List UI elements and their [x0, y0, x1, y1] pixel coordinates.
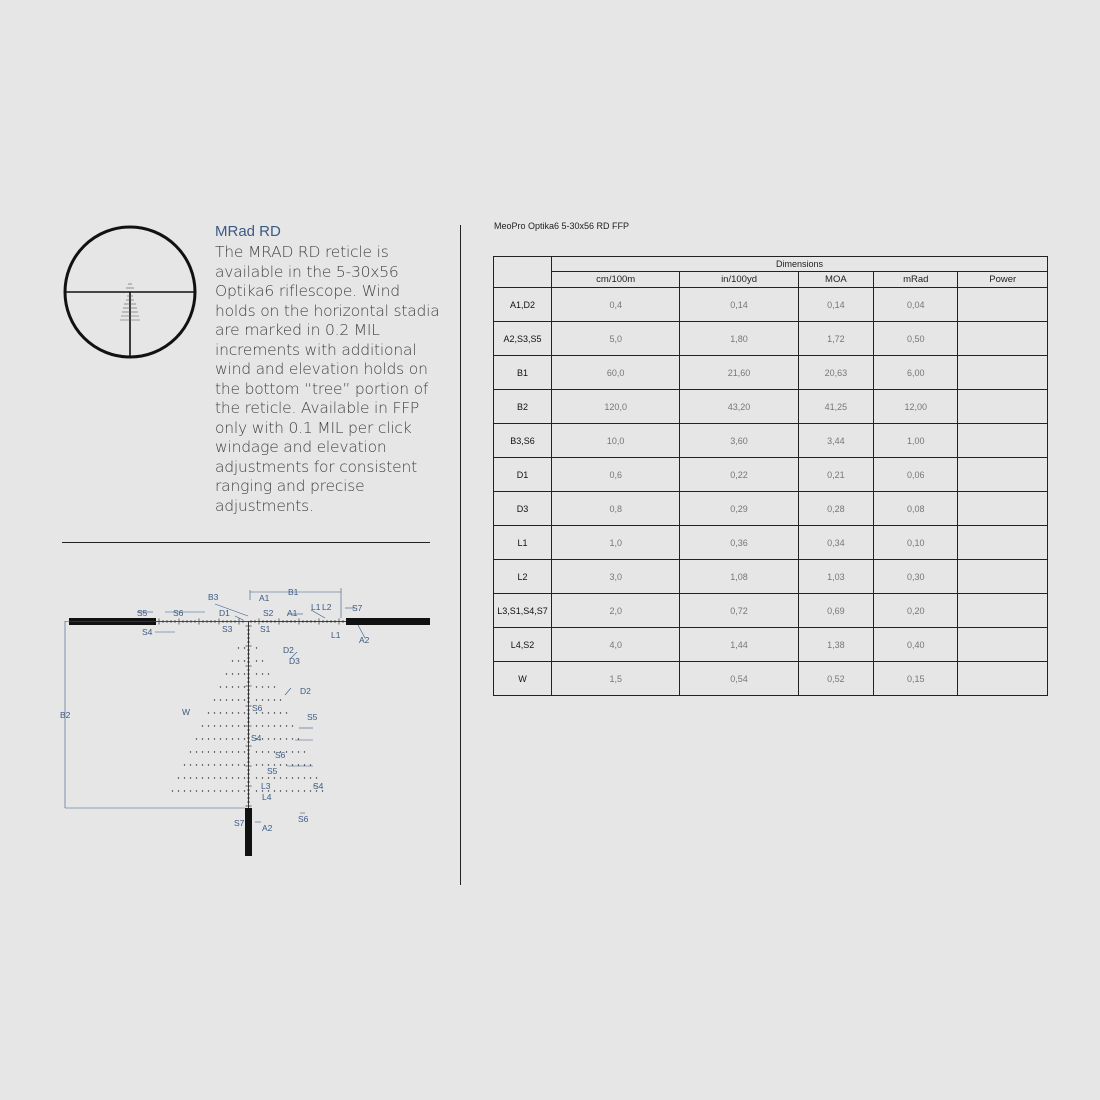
tree-dot — [280, 725, 281, 726]
tree-dot — [256, 647, 257, 648]
label-s4b: S4 — [251, 733, 262, 743]
table-cell — [958, 662, 1048, 696]
label-l2: L2 — [322, 602, 332, 612]
row-label: B1 — [494, 356, 552, 390]
tree-dot — [208, 751, 209, 752]
label-s6d: S6 — [298, 814, 309, 824]
tree-dot — [184, 790, 185, 791]
tree-dot — [280, 790, 281, 791]
label-a1b: A1 — [287, 608, 298, 618]
tree-dot — [232, 790, 233, 791]
tree-dot — [220, 686, 221, 687]
label-l3: L3 — [261, 781, 271, 791]
tree-dot — [274, 686, 275, 687]
tree-dot — [262, 764, 263, 765]
tree-dot — [226, 699, 227, 700]
tree-dot — [280, 712, 281, 713]
tree-dot — [226, 673, 227, 674]
tree-dot — [202, 738, 203, 739]
tree-dot — [274, 790, 275, 791]
tree-dot — [232, 660, 233, 661]
table-cell: 0,20 — [874, 594, 958, 628]
tree-dot — [304, 751, 305, 752]
tree-dot — [298, 790, 299, 791]
tree-dot — [244, 790, 245, 791]
row-label: L1 — [494, 526, 552, 560]
tree-dot — [262, 673, 263, 674]
column-header: mRad — [874, 272, 958, 288]
tree-dot — [280, 777, 281, 778]
tree-dot — [214, 725, 215, 726]
table-row — [494, 458, 1048, 492]
label-d3: D3 — [289, 656, 300, 666]
table-cell: 1,03 — [798, 560, 873, 594]
row-label: B2 — [494, 390, 552, 424]
table-cell: 12,00 — [874, 390, 958, 424]
table-cell: 0,6 — [552, 458, 680, 492]
divider-vertical — [460, 225, 461, 885]
tree-dot — [226, 725, 227, 726]
table-cell: 0,4 — [552, 288, 680, 322]
table-cell: 1,44 — [680, 628, 798, 662]
tree-dot — [196, 790, 197, 791]
tree-dot — [184, 764, 185, 765]
column-header: in/100yd — [680, 272, 798, 288]
table-cell — [958, 424, 1048, 458]
table-cell: 1,38 — [798, 628, 873, 662]
tree-dot — [238, 673, 239, 674]
table-cell: 41,25 — [798, 390, 873, 424]
row-label: B3,S6 — [494, 424, 552, 458]
table-cell: 0,22 — [680, 458, 798, 492]
tree-dot — [298, 764, 299, 765]
tree-dot — [256, 751, 257, 752]
label-s5c: S5 — [267, 766, 278, 776]
label-s3: S3 — [222, 624, 233, 634]
tree-dot — [274, 699, 275, 700]
table-cell: 0,10 — [874, 526, 958, 560]
tree-dot — [214, 777, 215, 778]
table-cell: 43,20 — [680, 390, 798, 424]
tree-dot — [202, 764, 203, 765]
label-s6: S6 — [173, 608, 184, 618]
tree-dot — [238, 738, 239, 739]
tree-dot — [196, 764, 197, 765]
tree-dot — [268, 699, 269, 700]
tree-dot — [256, 686, 257, 687]
row-label: L4,S2 — [494, 628, 552, 662]
tree-dot — [310, 790, 311, 791]
tree-dot — [244, 764, 245, 765]
table-row — [494, 662, 1048, 696]
table-cell: 1,80 — [680, 322, 798, 356]
label-l1b: L1 — [331, 630, 341, 640]
table-cell: 20,63 — [798, 356, 873, 390]
table-row — [494, 424, 1048, 458]
table-title: MeoPro Optika6 5-30x56 RD FFP — [494, 221, 630, 231]
tree-dot — [280, 699, 281, 700]
tree-dot — [184, 777, 185, 778]
label-s7b: S7 — [234, 818, 245, 828]
tree-dot — [196, 738, 197, 739]
tree-dot — [190, 751, 191, 752]
tree-dot — [268, 738, 269, 739]
tree-dot — [262, 738, 263, 739]
tree-dot — [244, 725, 245, 726]
tree-dot — [268, 725, 269, 726]
tree-dot — [268, 673, 269, 674]
tree-dot — [256, 699, 257, 700]
table-cell — [958, 356, 1048, 390]
label-s2: S2 — [263, 608, 274, 618]
row-label: W — [494, 662, 552, 696]
label-b3: B3 — [208, 592, 219, 602]
tree-dot — [226, 686, 227, 687]
tree-dot — [226, 751, 227, 752]
tree-dot — [310, 764, 311, 765]
tree-dot — [226, 790, 227, 791]
tree-dot — [268, 777, 269, 778]
tree-dot — [238, 777, 239, 778]
tree-dot — [202, 790, 203, 791]
row-label: A2,S3,S5 — [494, 322, 552, 356]
tree-dot — [262, 777, 263, 778]
table-cell: 3,0 — [552, 560, 680, 594]
tree-dot — [208, 777, 209, 778]
table-cell: 1,08 — [680, 560, 798, 594]
row-label: L3,S1,S4,S7 — [494, 594, 552, 628]
tree-dot — [238, 686, 239, 687]
tree-dot — [286, 712, 287, 713]
tree-dot — [220, 738, 221, 739]
label-s5: S5 — [137, 608, 148, 618]
tree-dot — [226, 712, 227, 713]
tree-dot — [232, 738, 233, 739]
tree-dot — [304, 777, 305, 778]
tree-dot — [292, 751, 293, 752]
tree-dot — [238, 647, 239, 648]
label-s6b: S6 — [252, 703, 263, 713]
label-w: W — [182, 707, 191, 717]
tree-dot — [244, 712, 245, 713]
tree-dot — [256, 777, 257, 778]
tree-dot — [232, 764, 233, 765]
tree-dot — [244, 751, 245, 752]
group-header: Dimensions — [552, 257, 1048, 272]
table-cell: 21,60 — [680, 356, 798, 390]
table-cell: 120,0 — [552, 390, 680, 424]
tree-dot — [238, 725, 239, 726]
tree-dot — [304, 790, 305, 791]
table-cell — [958, 390, 1048, 424]
tree-dot — [232, 712, 233, 713]
tree-dot — [208, 764, 209, 765]
tree-dot — [238, 712, 239, 713]
table-row — [494, 322, 1048, 356]
tree-dot — [244, 699, 245, 700]
table-cell — [958, 594, 1048, 628]
column-header: cm/100m — [552, 272, 680, 288]
tree-dot — [268, 686, 269, 687]
tree-dot — [268, 712, 269, 713]
label-s5b: S5 — [307, 712, 318, 722]
column-header: Power — [958, 272, 1048, 288]
row-label: D1 — [494, 458, 552, 492]
tree-dot — [286, 738, 287, 739]
label-s4: S4 — [142, 627, 153, 637]
tree-dot — [190, 790, 191, 791]
table-row — [494, 288, 1048, 322]
tree-dot — [274, 738, 275, 739]
table-cell: 0,14 — [680, 288, 798, 322]
tree-dot — [214, 738, 215, 739]
table-cell: 0,29 — [680, 492, 798, 526]
table-row — [494, 526, 1048, 560]
tree-dot — [214, 751, 215, 752]
tree-dot — [292, 790, 293, 791]
table-cell: 0,28 — [798, 492, 873, 526]
tree-dot — [280, 738, 281, 739]
table-row — [494, 390, 1048, 424]
table-cell: 0,15 — [874, 662, 958, 696]
tree-dot — [304, 764, 305, 765]
tree-dot — [238, 751, 239, 752]
tree-dot — [262, 751, 263, 752]
tree-dot — [316, 777, 317, 778]
row-label: L2 — [494, 560, 552, 594]
tree-dot — [244, 647, 245, 648]
tree-dot — [292, 764, 293, 765]
tree-dot — [220, 712, 221, 713]
tree-dot — [190, 764, 191, 765]
label-s1: S1 — [260, 624, 271, 634]
tree-dot — [298, 777, 299, 778]
table-cell: 0,69 — [798, 594, 873, 628]
tree-dot — [292, 777, 293, 778]
label-d1: D1 — [219, 608, 230, 618]
table-cell: 10,0 — [552, 424, 680, 458]
tree-dot — [262, 699, 263, 700]
tree-dot — [286, 751, 287, 752]
table-cell — [958, 492, 1048, 526]
table-row — [494, 594, 1048, 628]
tree-dot — [238, 764, 239, 765]
table-cell: 1,0 — [552, 526, 680, 560]
row-label: A1,D2 — [494, 288, 552, 322]
label-d2b: D2 — [300, 686, 311, 696]
tree-dot — [220, 725, 221, 726]
table-cell: 0,50 — [874, 322, 958, 356]
tree-dot — [178, 777, 179, 778]
label-s7: S7 — [352, 603, 363, 613]
tree-dot — [292, 738, 293, 739]
tree-dot — [232, 699, 233, 700]
table-row — [494, 492, 1048, 526]
tree-dot — [196, 777, 197, 778]
tree-dot — [214, 790, 215, 791]
table-cell: 1,5 — [552, 662, 680, 696]
tree-dot — [208, 725, 209, 726]
table-row — [494, 560, 1048, 594]
divider-horizontal — [62, 542, 430, 543]
table-cell: 6,00 — [874, 356, 958, 390]
table-cell — [958, 628, 1048, 662]
tree-dot — [286, 764, 287, 765]
tree-dot — [280, 764, 281, 765]
table-cell: 0,06 — [874, 458, 958, 492]
tree-dot — [232, 725, 233, 726]
table-cell: 3,60 — [680, 424, 798, 458]
table-cell: 5,0 — [552, 322, 680, 356]
table-cell: 0,14 — [798, 288, 873, 322]
label-l1: L1 — [311, 602, 321, 612]
table-cell: 0,40 — [874, 628, 958, 662]
tree-dot — [256, 790, 257, 791]
tree-dot — [244, 660, 245, 661]
tree-dot — [310, 777, 311, 778]
table-cell: 0,52 — [798, 662, 873, 696]
tree-dot — [220, 790, 221, 791]
table-row — [494, 356, 1048, 390]
tree-dot — [256, 673, 257, 674]
table-cell — [958, 458, 1048, 492]
tree-dot — [214, 699, 215, 700]
tree-dot — [244, 686, 245, 687]
tree-dot — [274, 725, 275, 726]
tree-dot — [286, 790, 287, 791]
table-cell: 0,04 — [874, 288, 958, 322]
tree-dot — [208, 712, 209, 713]
tree-dot — [232, 777, 233, 778]
label-l4: L4 — [262, 792, 272, 802]
reticle-diagram — [55, 580, 445, 870]
section-description: The MRAD RD reticle is available in the 5-30x56 Optika6 riflescope. Wind holds on the horizontal stadia are marked in 0.2 MIL increments with additional wind and elevation holds on the bottom “tree” portion of the reticle. Available in FFP only with 0.1 MIL per click windage and elevation adjustments for consistent ranging and precise adjustments. — [215, 243, 440, 515]
table-cell — [958, 560, 1048, 594]
tree-dot — [286, 725, 287, 726]
table-cell — [958, 322, 1048, 356]
column-header: MOA — [798, 272, 873, 288]
table-cell: 1,00 — [874, 424, 958, 458]
tree-dot — [292, 725, 293, 726]
tree-dot — [232, 673, 233, 674]
table-cell: 4,0 — [552, 628, 680, 662]
label-s4c: S4 — [313, 781, 324, 791]
tree-dot — [274, 777, 275, 778]
tree-dot — [274, 712, 275, 713]
table-cell: 0,21 — [798, 458, 873, 492]
tree-dot — [208, 790, 209, 791]
row-label: D3 — [494, 492, 552, 526]
corner-cell — [494, 257, 552, 288]
tree-dot — [262, 725, 263, 726]
tree-dot — [214, 764, 215, 765]
label-b2: B2 — [60, 710, 71, 720]
label-a2b: A2 — [262, 823, 273, 833]
table-cell: 2,0 — [552, 594, 680, 628]
tree-dot — [220, 764, 221, 765]
label-a2: A2 — [359, 635, 370, 645]
table-cell: 0,34 — [798, 526, 873, 560]
tree-dot — [238, 660, 239, 661]
tree-dot — [202, 751, 203, 752]
tree-dot — [238, 790, 239, 791]
table-cell: 0,8 — [552, 492, 680, 526]
tree-dot — [232, 751, 233, 752]
tree-dot — [298, 738, 299, 739]
label-d2: D2 — [283, 645, 294, 655]
tree-dot — [256, 764, 257, 765]
tree-dot — [256, 725, 257, 726]
table-cell: 60,0 — [552, 356, 680, 390]
dimensions-table — [493, 256, 1048, 696]
tree-dot — [208, 738, 209, 739]
label-s6c: S6 — [275, 750, 286, 760]
tree-dot — [214, 712, 215, 713]
tree-dot — [286, 777, 287, 778]
tree-dot — [220, 699, 221, 700]
table-row — [494, 628, 1048, 662]
tree-dot — [298, 751, 299, 752]
table-cell: 0,30 — [874, 560, 958, 594]
tree-dot — [256, 660, 257, 661]
table-cell: 1,72 — [798, 322, 873, 356]
section-title: MRad RD — [215, 223, 281, 240]
tree-dot — [244, 777, 245, 778]
tree-dot — [220, 777, 221, 778]
table-cell: 0,72 — [680, 594, 798, 628]
table-cell: 0,36 — [680, 526, 798, 560]
label-b1: B1 — [288, 587, 299, 597]
tree-dot — [232, 686, 233, 687]
tree-dot — [244, 673, 245, 674]
tree-dot — [226, 777, 227, 778]
table-cell: 3,44 — [798, 424, 873, 458]
label-a1: A1 — [259, 593, 270, 603]
tree-dot — [202, 725, 203, 726]
tree-dot — [262, 686, 263, 687]
tree-dot — [172, 790, 173, 791]
table-cell — [958, 526, 1048, 560]
tree-dot — [202, 777, 203, 778]
tree-dot — [178, 790, 179, 791]
tree-dot — [262, 660, 263, 661]
table-cell — [958, 288, 1048, 322]
tree-dot — [190, 777, 191, 778]
tree-dot — [244, 738, 245, 739]
tree-dot — [226, 738, 227, 739]
tree-dot — [268, 751, 269, 752]
tree-dot — [220, 751, 221, 752]
tree-dot — [226, 764, 227, 765]
table-cell: 0,54 — [680, 662, 798, 696]
reticle-preview-icon — [60, 222, 200, 362]
tree-dot — [238, 699, 239, 700]
tree-dot — [196, 751, 197, 752]
table-cell: 0,08 — [874, 492, 958, 526]
